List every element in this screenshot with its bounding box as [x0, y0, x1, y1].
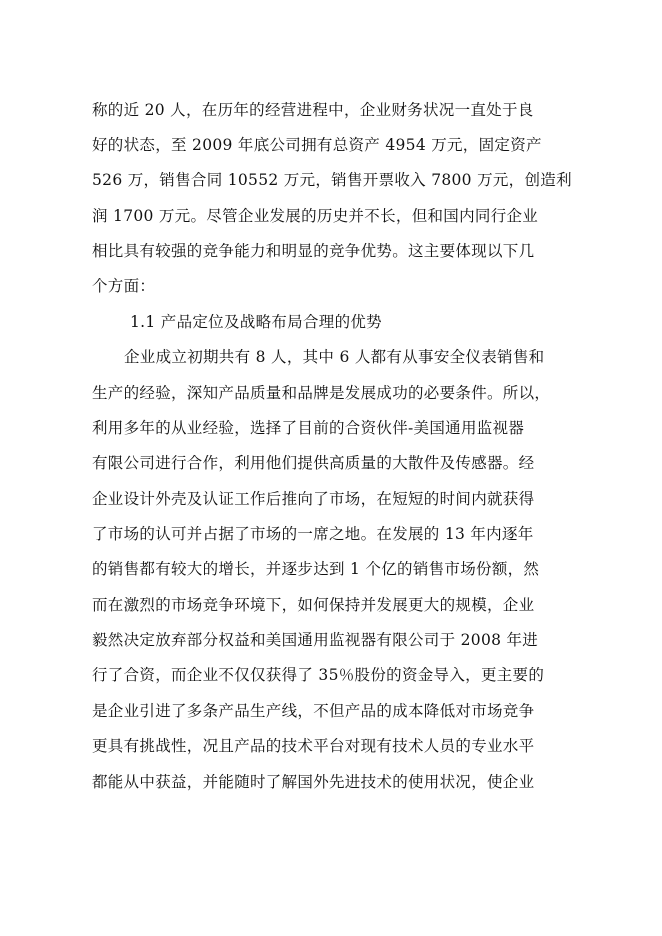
- text-line: 相比具有较强的竞争能力和明显的竞争优势。这主要体现以下几: [92, 242, 535, 260]
- text-line: 个方面：: [92, 277, 156, 295]
- text-line: 526 万，销售合同 10552 万元，销售开票收入 7800 万元，创造利: [92, 171, 572, 189]
- section-heading: 1.1 产品定位及战略布局合理的优势: [130, 313, 382, 331]
- text-line: 都能从中获益，并能随时了解国外先进技术的使用状况，使企业: [92, 773, 535, 791]
- text-line: 企业设计外壳及认证工作后推向了市场，在短短的时间内就获得: [92, 490, 535, 508]
- text-line: 润 1700 万元。尽管企业发展的历史并不长，但和国内同行企业: [92, 207, 539, 225]
- text-line: 有限公司进行合作，利用他们提供高质量的大散件及传感器。经: [92, 454, 535, 472]
- text-line: 利用多年的从业经验，选择了目前的合资伙伴-美国通用监视器: [92, 419, 525, 437]
- text-line: 了市场的认可并占据了市场的一席之地。在发展的 13 年内逐年: [92, 525, 534, 543]
- text-line: 更具有挑战性，况且产品的技术平台对现有技术人员的专业水平: [92, 737, 535, 755]
- text-line: 好的状态，至 2009 年底公司拥有总资产 4954 万元，固定资产: [92, 136, 542, 154]
- text-line: 的销售都有较大的增长，并逐步达到 1 个亿的销售市场份额，然: [92, 560, 540, 578]
- text-line: 企业成立初期共有 8 人，其中 6 人都有从事安全仪表销售和: [124, 348, 545, 366]
- text-line: 是企业引进了多条产品生产线，不但产品的成本降低对市场竞争: [92, 702, 535, 720]
- text-line: 称的近 20 人，在历年的经营进程中，企业财务状况一直处于良: [92, 101, 534, 119]
- text-line: 而在激烈的市场竞争环境下，如何保持并发展更大的规模，企业: [92, 596, 535, 614]
- text-line: 毅然决定放弃部分权益和美国通用监视器有限公司于 2008 年进: [92, 631, 539, 649]
- text-line: 生产的经验，深知产品质量和品牌是发展成功的必要条件。所以，: [92, 384, 551, 402]
- text-line: 行了合资，而企业不仅仅获得了 35％股份的资金导入，更主要的: [92, 666, 545, 684]
